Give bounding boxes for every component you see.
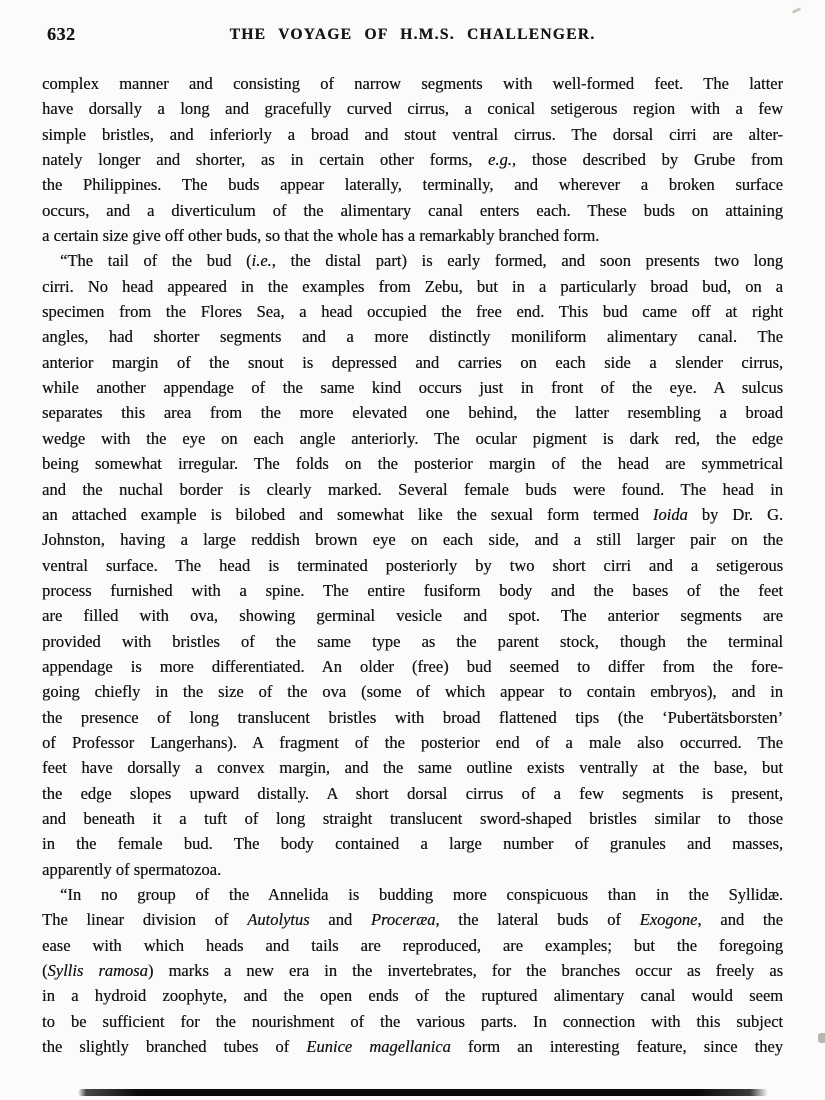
text-line: separates this area from the more elevated one behind, the latter resembling a broad: [42, 403, 783, 423]
text-line: appendage is more differentiated. An older (free) bud seemed to differ from the fore-: [42, 656, 783, 676]
text-line: occurs, and a diverticulum of the alimentary canal enters each. These buds on attaining: [42, 200, 783, 220]
text-line: wedge with the eye on each angle anteriorly. The ocular pigment is dark red, the edge: [42, 428, 783, 448]
text-line: are filled with ova, showing germinal vesicle and spot. The anterior segments are: [42, 606, 783, 626]
text-line: angles, had shorter segments and a more distinctly moniliform alimentary canal. The: [42, 327, 783, 347]
text-line: Johnston, having a large reddish brown eye on each side, and a still larger pair on the: [42, 530, 783, 550]
text-line: while another appendage of the same kind occurs just in front of the eye. A sulcus: [42, 378, 783, 398]
text-line: a certain size give off other buds, so that the whole has a remarkably branched form.: [42, 226, 600, 246]
text-line: “In no group of the Annelida is budding more conspicuous than in the Syllidæ.: [60, 885, 783, 904]
text-line: of Professor Langerhans). A fragment of the posterior end of a male also occurred. The: [42, 732, 783, 752]
text-line: anterior margin of the snout is depressed and carries on each side a slender cirrus,: [42, 352, 783, 372]
text-line: feet have dorsally a convex margin, and the same outline exists ventrally at the base, but: [42, 758, 783, 778]
text-line: in a hydroid zoophyte, and the open ends of the ruptured alimentary canal would seem: [42, 986, 783, 1006]
text-line: (Syllis ramosa) marks a new era in the invertebrates, for the branches occur as freely as: [42, 961, 783, 981]
text-line: the edge slopes upward distally. A short dorsal cirrus of a few segments is present,: [42, 783, 783, 803]
text-line: have dorsally a long and gracefully curved cirrus, a conical setigerous region with a few: [42, 99, 783, 119]
page-number: 632: [47, 24, 76, 44]
text-block: [42, 71, 783, 1059]
text-line: process furnished with a spine. The entire fusiform body and the bases of the feet: [42, 580, 783, 600]
page-header: [42, 24, 783, 46]
text-line: being somewhat irregular. The folds on the posterior margin of the head are symmetrical: [42, 454, 783, 474]
scan-artifact-bar: [78, 1089, 768, 1096]
text-line: to be sufficient for the nourishment of the various parts. In connection with this subject: [42, 1011, 783, 1031]
scan-speck: [792, 7, 801, 14]
text-line: and beneath it a tuft of long straight translucent sword-shaped bristles similar to those: [42, 808, 783, 828]
text-line: going chiefly in the size of the ova (some of which appear to contain embryos), and in: [42, 682, 783, 702]
text-line: specimen from the Flores Sea, a head occupied the free end. This bud came off at right: [42, 302, 783, 322]
text-line: cirri. No head appeared in the examples from Zebu, but in a particularly broad bud, on a: [42, 276, 783, 296]
text-line: ventral surface. The head is terminated posteriorly by two short cirri and a setigerous: [42, 555, 783, 575]
scan-speck: [818, 1033, 825, 1043]
text-line: the slightly branched tubes of Eunice magellanica form an interesting feature, since they: [42, 1037, 783, 1057]
text-line: the presence of long translucent bristles with broad flattened tips (the ‘Pubertätsborsten’: [42, 707, 783, 727]
running-title: THE VOYAGE OF H.M.S. CHALLENGER.: [229, 26, 596, 43]
text-line: The linear division of Autolytus and Proceræa, the lateral buds of Exogone, and the: [42, 910, 783, 930]
text-line: “The tail of the bud (i.e., the distal part) is early formed, and soon presents two long: [60, 251, 783, 271]
text-line: the Philippines. The buds appear laterally, terminally, and wherever a broken surface: [42, 175, 783, 195]
text-line: apparently of spermatozoa.: [42, 859, 222, 879]
text-line: and the nuchal border is clearly marked. Several female buds were found. The head in: [42, 479, 783, 499]
text-line: complex manner and consisting of narrow segments with well-formed feet. The latter: [42, 74, 783, 93]
text-line: simple bristles, and inferiorly a broad and stout ventral cirrus. The dorsal cirri are alter-: [42, 124, 783, 144]
text-line: provided with bristles of the same type as the parent stock, though the terminal: [42, 631, 783, 651]
text-line: an attached example is bilobed and somewhat like the sexual form termed Ioida by Dr. G.: [42, 504, 783, 524]
text-line: nately longer and shorter, as in certain other forms, e.g., those described by Grube from: [42, 150, 783, 170]
text-line: in the female bud. The body contained a large number of granules and masses,: [42, 834, 783, 854]
text-line: ease with which heads and tails are reproduced, are examples; but the foregoing: [42, 935, 783, 955]
